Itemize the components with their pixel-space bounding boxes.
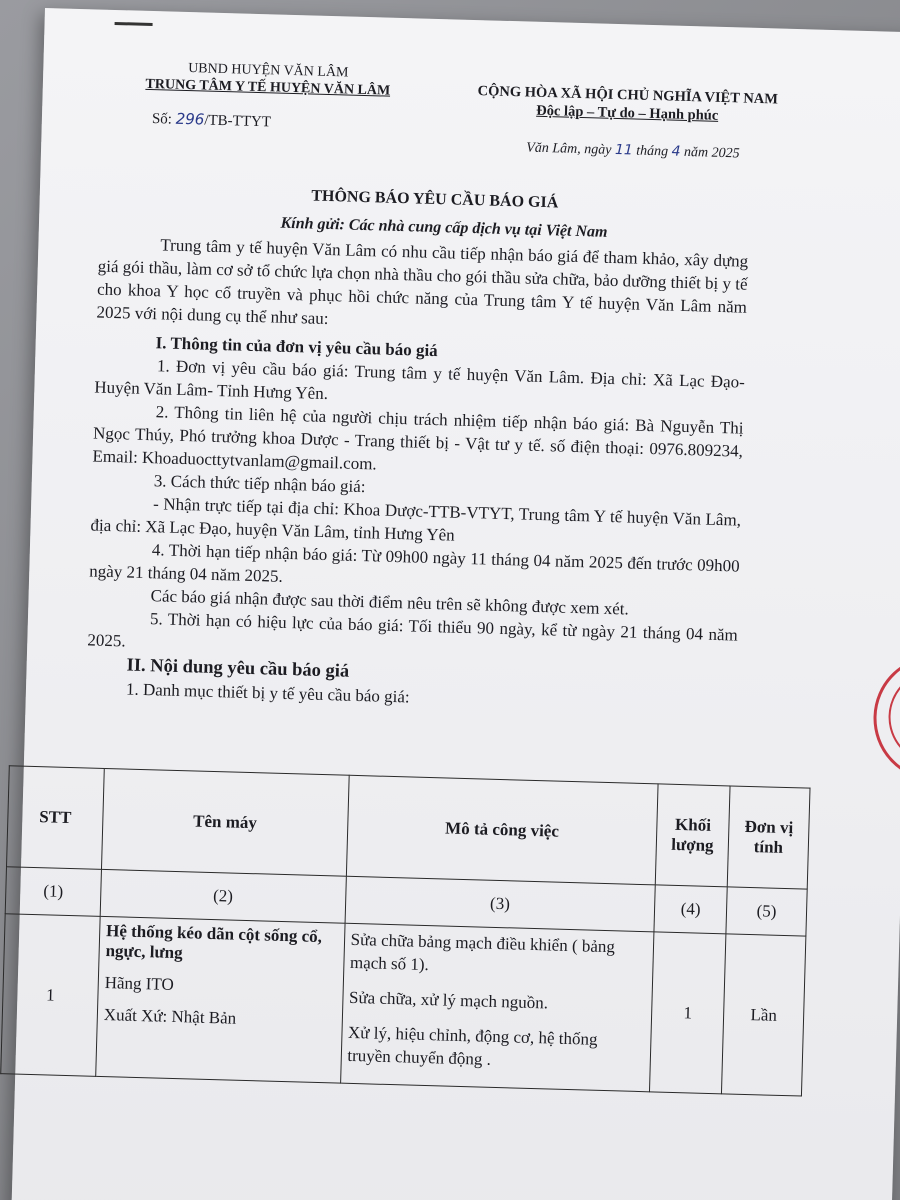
row-description-cell bbox=[340, 923, 654, 1092]
seal-inner-ring bbox=[887, 669, 900, 766]
header-work-description: Mô tả công việc bbox=[346, 775, 658, 885]
row-machine-cell bbox=[96, 916, 345, 1083]
date-day: 11 bbox=[614, 141, 633, 159]
red-seal-stamp bbox=[872, 653, 900, 782]
section1-item5: 5. Thời hạn có hiệu lực của báo giá: Tối thiểu 90 ngày, kể từ ngày 21 tháng 04 năm 2025. bbox=[87, 609, 739, 651]
machine-brand: Hãng ITO bbox=[104, 973, 175, 994]
colnum-2: (2) bbox=[100, 869, 346, 923]
docno-handwritten: 296 bbox=[175, 109, 205, 129]
colnum-5: (5) bbox=[726, 887, 807, 936]
date-month-label: tháng bbox=[636, 143, 669, 160]
document-page bbox=[10, 8, 900, 1200]
header-stt: STT bbox=[7, 766, 105, 870]
section1-item1: 1. Đơn vị yêu cầu báo giá: Trung tâm y tế huyện Văn Lâm. Địa chỉ: Xã Lạc Đạo- Huyện Văn Lâm- Tỉnh Hưng Yên. bbox=[94, 356, 746, 404]
date-place: Văn Lâm, ngày bbox=[526, 140, 612, 158]
row-unit: Lần bbox=[721, 934, 805, 1096]
national-motto: Độc lập – Tự do – Hạnh phúc bbox=[536, 102, 719, 124]
issuer-block bbox=[123, 58, 414, 100]
staple-mark bbox=[115, 22, 153, 26]
national-header bbox=[462, 82, 793, 127]
equipment-table bbox=[0, 765, 810, 1096]
document-body bbox=[86, 232, 749, 718]
section2-heading: II. Nội dung yêu cầu báo giá bbox=[126, 655, 350, 682]
machine-origin: Xuất Xứ: Nhật Bản bbox=[103, 1005, 237, 1028]
row-quantity: 1 bbox=[650, 932, 726, 1094]
colnum-1: (1) bbox=[5, 867, 101, 917]
colnum-3: (3) bbox=[345, 876, 656, 932]
section1-item4: 4. Thời hạn tiếp nhận báo giá: Từ 09h00 ngày 11 tháng 04 năm 2025 đến trước 09h00 ngày 21 tháng 04 năm 2025. bbox=[89, 540, 740, 586]
description-item: Sửa chữa, xử lý mạch nguồn. bbox=[348, 987, 549, 1013]
section1-item3: 3. Cách thức tiếp nhận báo giá: bbox=[153, 471, 366, 497]
document-number bbox=[152, 109, 272, 131]
docno-label: Số: bbox=[151, 111, 173, 128]
section1-item4-note: Các báo giá nhận được sau thời điểm nêu trên sẽ không được xem xét. bbox=[150, 586, 630, 619]
document-title: THÔNG BÁO YÊU CẦU BÁO GIÁ bbox=[311, 187, 559, 212]
date-month: 4 bbox=[671, 143, 681, 160]
header-unit: Đơn vị tính bbox=[727, 786, 810, 889]
description-item: Xử lý, hiệu chỉnh, động cơ, hệ thống truyền chuyển động . bbox=[347, 1022, 598, 1069]
addressee: Kính gửi: Các nhà cung cấp dịch vụ tại Việt Nam bbox=[280, 214, 608, 241]
intro-paragraph: Trung tâm y tế huyện Văn Lâm có nhu cầu tiếp nhận báo giá để tham khảo, xây dựng giá gói thầu, làm cơ sở tổ chức lựa chọn nhà thầu cho gói thầu sửa chữa, bảo dưỡng thiết bị y tế cho khoa Y học cổ truyền và phục hồi chức năng của Trung tâm Y tế huyện Văn Lâm năm 2025 với nội dung cụ thể như sau: bbox=[96, 235, 749, 329]
section1-item3a: - Nhận trực tiếp tại địa chỉ: Khoa Dược-TTB-VTYT, Trung tâm Y tế huyện Văn Lâm, địa chỉ: Xã Lạc Đạo, huyện Văn Lâm, tỉnh Hưng Yên bbox=[90, 494, 742, 545]
table-row bbox=[1, 914, 806, 1096]
date-line bbox=[526, 139, 740, 162]
nation-name: CỘNG HÒA XÃ HỘI CHỦ NGHĨA VIỆT NAM bbox=[477, 83, 779, 108]
colnum-4: (4) bbox=[654, 885, 727, 934]
agency-name: UBND HUYỆN VĂN LÂM bbox=[187, 61, 349, 81]
issuer-name: TRUNG TÂM Y TẾ HUYỆN VĂN LÂM bbox=[145, 76, 391, 99]
header-machine-name: Tên máy bbox=[101, 768, 348, 876]
date-year: năm 2025 bbox=[683, 144, 740, 162]
docno-suffix: /TB-TTYT bbox=[204, 112, 272, 131]
section1-heading: I. Thông tin của đơn vị yêu cầu báo giá bbox=[155, 333, 438, 361]
header-quantity: Khối lượng bbox=[655, 784, 730, 887]
section2-item1: 1. Danh mục thiết bị y tế yêu cầu báo giá: bbox=[125, 679, 410, 707]
machine-name: Hệ thống kéo dãn cột sống cổ, ngực, lưng bbox=[105, 921, 323, 963]
section1-item2: 2. Thông tin liên hệ của người chịu trách nhiệm tiếp nhận báo giá: Bà Nguyễn Thị Ngọc Thúy, Phó trưởng khoa Dược - Trang thiết bị - Vật tư y tế. số điện thoại: 0976.809234, Email: Khoaduocttytvanlam@gmail.com. bbox=[92, 402, 744, 474]
row-stt: 1 bbox=[1, 914, 100, 1077]
description-item: Sửa chữa bảng mạch điều khiển ( bảng mạch số 1). bbox=[349, 929, 616, 975]
